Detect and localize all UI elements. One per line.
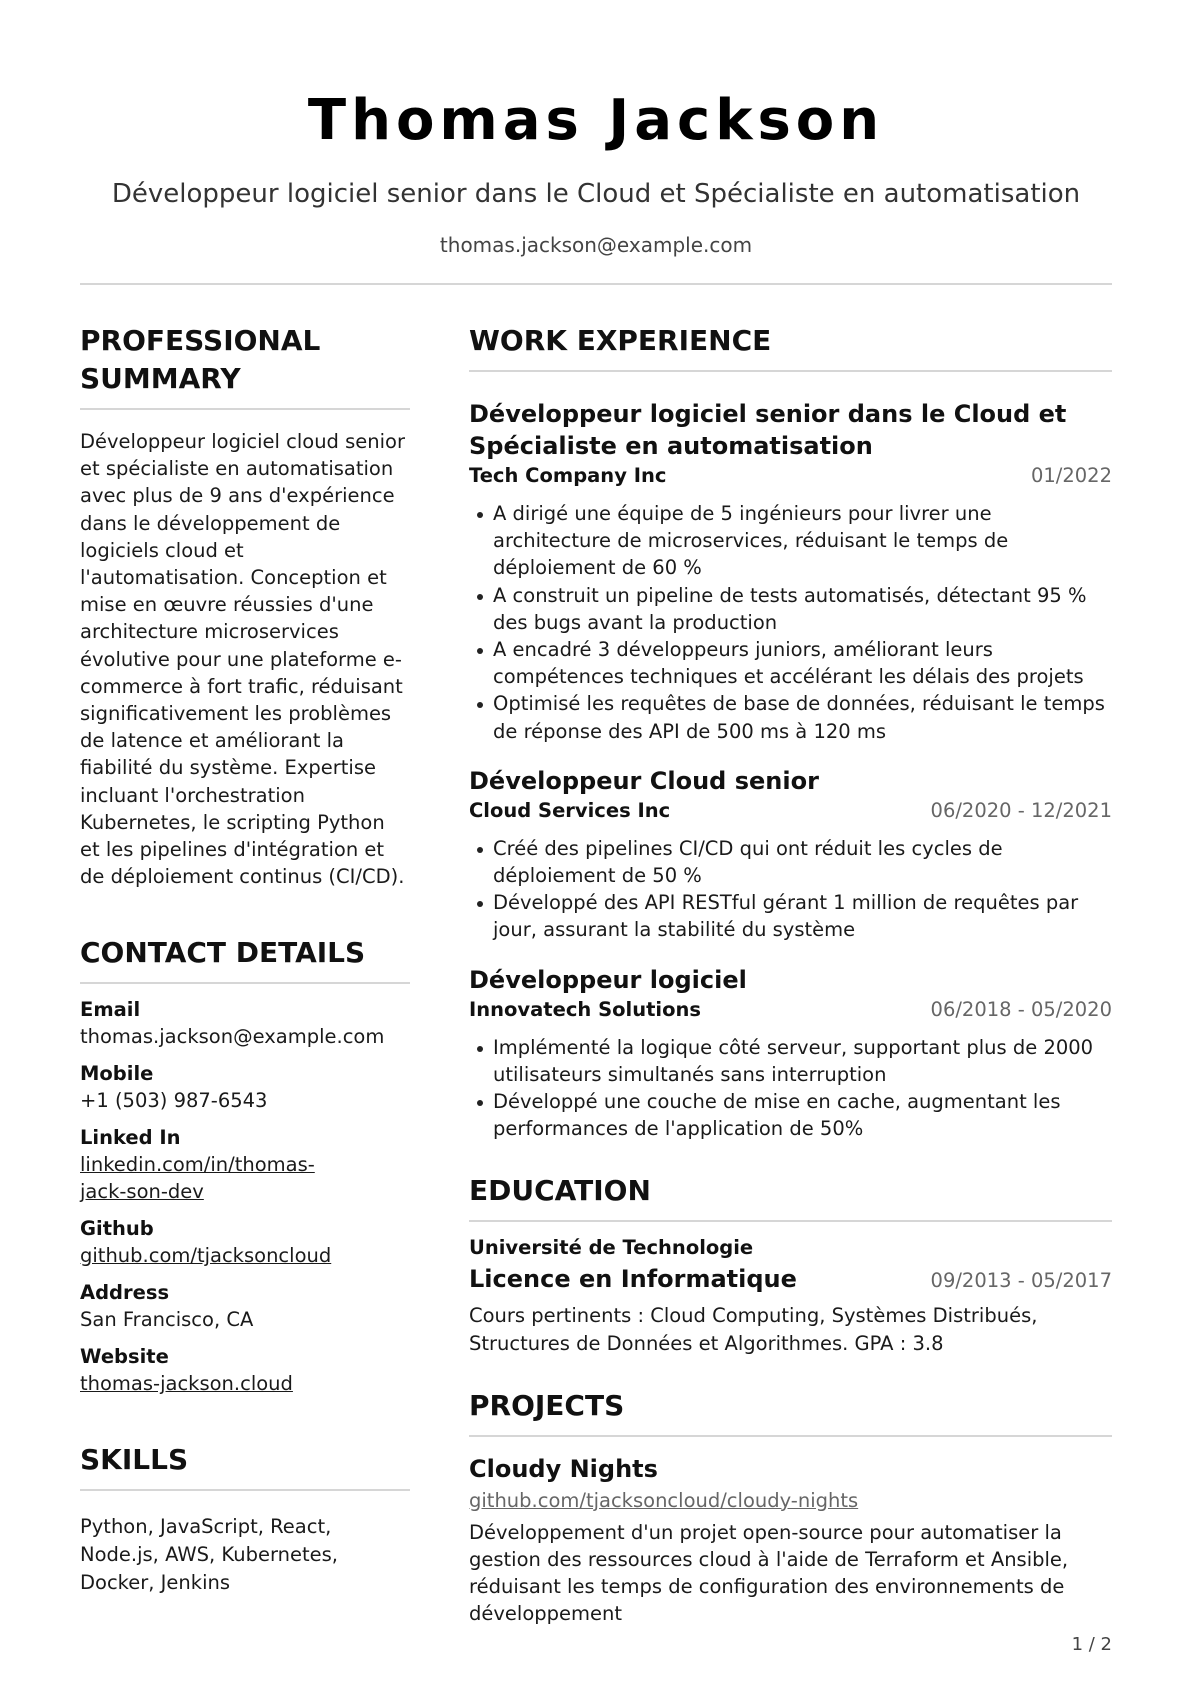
contact-github	[80, 1215, 410, 1269]
job-bullets	[469, 500, 1112, 745]
candidate-name: Thomas Jackson	[307, 88, 885, 153]
work-heading: WORK EXPERIENCE	[469, 322, 1112, 372]
contact-label: Email	[80, 998, 141, 1022]
summary-section	[80, 322, 410, 890]
education-dates: 09/2013 - 05/2017	[930, 1269, 1112, 1293]
school-name: Université de Technologie	[469, 1236, 754, 1260]
job-meta	[469, 996, 1112, 1024]
skills-section	[80, 1441, 410, 1597]
job-bullet: Implémenté la logique côté serveur, supportant plus de 2000 utilisateurs simultanés sans interruption	[469, 1034, 1112, 1088]
project-description: Développement d'un projet open-source pour automatiser la gestion des ressources cloud à l'aide de Terraform et Ansible, réduisant les temps de configuration des environnements de développement	[469, 1520, 1069, 1626]
summary-text: Développeur logiciel cloud senior et spécialiste en automatisation avec plus de 9 ans d'expérience dans le développement de logiciels cloud et l'automatisation. Conception et mise en œuvre réussies d'une architecture microservices évolutive pour une plateforme e-commerce à fort trafic, réduisant significativement les problèmes de latence et améliorant la fiabilité du système. Expertise incluant l'orchestration Kubernetes, le scripting Python et les pipelines d'intégration et de déploiement continus (CI/CD).	[80, 430, 406, 889]
job-bullet: Développé des API RESTful gérant 1 million de requêtes par jour, assurant la stabilité du système	[469, 889, 1112, 943]
work-section	[469, 322, 1112, 1142]
job-title: Développeur Cloud senior	[469, 766, 819, 795]
website-link[interactable]: thomas-jackson.cloud	[80, 1372, 293, 1396]
github-link[interactable]: github.com/tjacksoncloud	[80, 1244, 332, 1268]
job-meta	[469, 797, 1112, 825]
job-bullet: Créé des pipelines CI/CD qui ont réduit les cycles de déploiement de 50 %	[469, 835, 1112, 889]
job-title: Développeur logiciel senior dans le Cloud et Spécialiste en automatisation	[469, 400, 1067, 460]
contact-website	[80, 1343, 410, 1397]
job-dates: 01/2022	[1030, 464, 1112, 487]
resume-header	[80, 86, 1112, 258]
job-bullet: A encadré 3 développeurs juniors, améliorant leurs compétences techniques et accélérant les délais des projets	[469, 636, 1112, 690]
left-column	[80, 322, 410, 1641]
job-bullets	[469, 835, 1112, 944]
candidate-title: Développeur logiciel senior dans le Cloud et Spécialiste en automatisation	[111, 179, 1081, 209]
contact-value: thomas.jackson@example.com	[80, 1025, 385, 1049]
job-title: Développeur logiciel	[469, 965, 747, 994]
contact-heading: CONTACT DETAILS	[80, 934, 410, 984]
education-section	[469, 1172, 1112, 1356]
summary-heading-line2: SUMMARY	[80, 362, 241, 395]
contact-list	[80, 996, 410, 1397]
job-bullets	[469, 1034, 1112, 1143]
contact-label: Address	[80, 1281, 170, 1305]
contact-label: Github	[80, 1217, 154, 1241]
contact-email	[80, 996, 410, 1050]
contact-mobile	[80, 1060, 410, 1114]
linkedin-link[interactable]: linkedin.com/in/thomas-jack-son-dev	[80, 1153, 315, 1204]
projects-section	[469, 1387, 1112, 1628]
job-bullet: Développé une couche de mise en cache, augmentant les performances de l'application de 50%	[469, 1088, 1112, 1142]
contact-label: Linked In	[80, 1126, 181, 1150]
skills-heading: SKILLS	[80, 1441, 410, 1491]
company-name: Tech Company Inc	[469, 464, 667, 487]
company-name: Cloud Services Inc	[469, 798, 671, 822]
job-entry	[469, 398, 1112, 745]
contact-linkedin	[80, 1124, 410, 1205]
right-column	[469, 322, 1112, 1628]
job-meta	[469, 462, 1112, 490]
job-bullet: A dirigé une équipe de 5 ingénieurs pour livrer une architecture de microservices, réduisant le temps de déploiement de 60 %	[469, 500, 1112, 582]
education-meta	[469, 1262, 1112, 1296]
contact-section	[80, 934, 410, 1397]
contact-value: +1 (503) 987-6543	[80, 1089, 268, 1113]
job-entry	[469, 964, 1112, 1143]
page-number: 1 / 2	[1071, 1634, 1112, 1655]
project-name: Cloudy Nights	[469, 1454, 658, 1483]
education-heading: EDUCATION	[469, 1172, 1112, 1222]
summary-heading-line1: PROFESSIONAL	[80, 324, 321, 357]
contact-address	[80, 1279, 410, 1333]
skills-text: Python, JavaScript, React, Node.js, AWS, Kubernetes, Docker, Jenkins	[80, 1515, 338, 1595]
company-name: Innovatech Solutions	[469, 997, 701, 1021]
job-entry	[469, 765, 1112, 944]
job-dates: 06/2018 - 05/2020	[930, 997, 1112, 1021]
summary-heading	[80, 322, 410, 410]
header-divider	[80, 283, 1112, 285]
contact-label: Mobile	[80, 1062, 154, 1086]
job-bullet: Optimisé les requêtes de base de données, réduisant le temps de réponse des API de 500 ms à 120 ms	[469, 690, 1112, 744]
degree-name: Licence en Informatique	[469, 1265, 797, 1294]
contact-label: Website	[80, 1345, 169, 1369]
education-description: Cours pertinents : Cloud Computing, Systèmes Distribués, Structures de Données et Algorithmes. GPA : 3.8	[469, 1304, 1038, 1355]
header-email: thomas.jackson@example.com	[439, 233, 753, 257]
job-dates: 06/2020 - 12/2021	[930, 798, 1112, 822]
job-bullet: A construit un pipeline de tests automatisés, détectant 95 % des bugs avant la production	[469, 582, 1112, 636]
contact-value: San Francisco, CA	[80, 1308, 254, 1332]
projects-heading: PROJECTS	[469, 1387, 1112, 1437]
project-link[interactable]: github.com/tjacksoncloud/cloudy-nights	[469, 1488, 859, 1512]
